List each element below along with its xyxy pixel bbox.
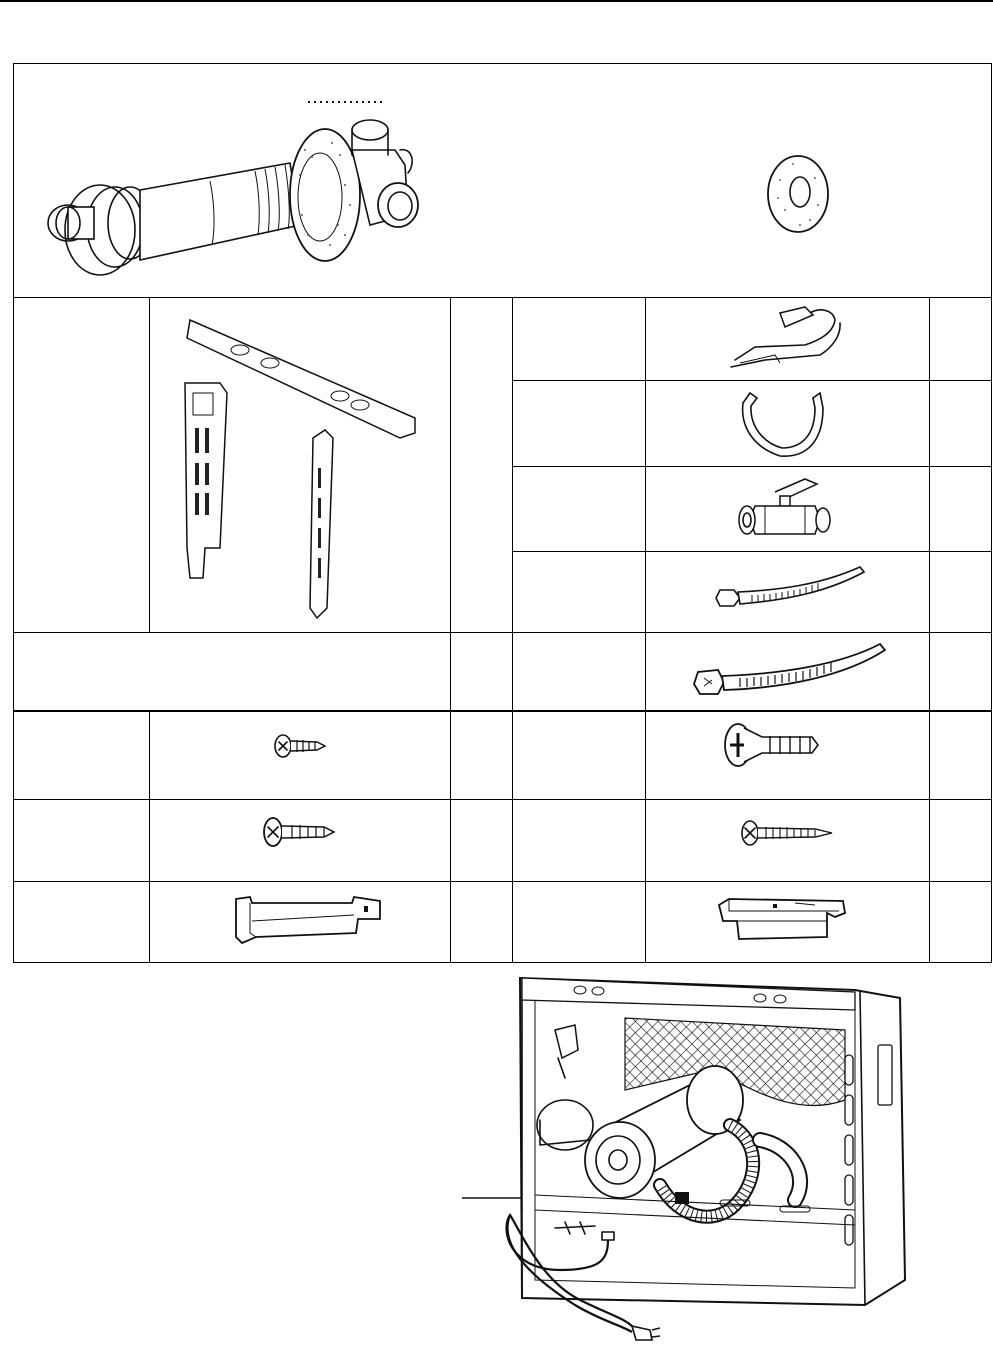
truss-head-screw-illustration	[262, 815, 337, 850]
gas-valve-illustration	[735, 474, 835, 544]
table-divider	[13, 297, 992, 298]
table-divider	[13, 632, 992, 633]
table-divider	[13, 710, 992, 712]
table-divider	[512, 466, 992, 467]
table-divider	[645, 297, 646, 963]
small-cable-tie-illustration	[712, 562, 867, 612]
heater-rear-view-illustration	[460, 970, 920, 1345]
mounting-bracket-set-illustration	[175, 318, 415, 628]
table-divider	[929, 297, 930, 963]
hose-clamp-illustration	[725, 305, 845, 375]
gasket-ring-illustration	[760, 150, 840, 235]
spring-clip-illustration	[735, 388, 830, 463]
table-divider	[149, 711, 150, 963]
vent-pipe-assembly-illustration	[40, 95, 440, 285]
small-pan-head-screw-illustration	[273, 732, 328, 760]
table-divider	[149, 297, 150, 632]
header-rule	[0, 0, 993, 2]
table-divider	[450, 297, 451, 963]
table-divider	[13, 881, 992, 882]
table-divider	[13, 799, 992, 800]
large-cable-tie-illustration	[690, 640, 890, 702]
flat-head-screw-illustration	[722, 720, 822, 770]
channel-bracket-illustration	[230, 893, 390, 948]
table-divider	[512, 551, 992, 552]
flange-bracket-illustration	[715, 895, 850, 945]
table-divider	[512, 297, 513, 963]
table-divider	[512, 380, 992, 381]
wood-screw-illustration	[740, 817, 835, 849]
